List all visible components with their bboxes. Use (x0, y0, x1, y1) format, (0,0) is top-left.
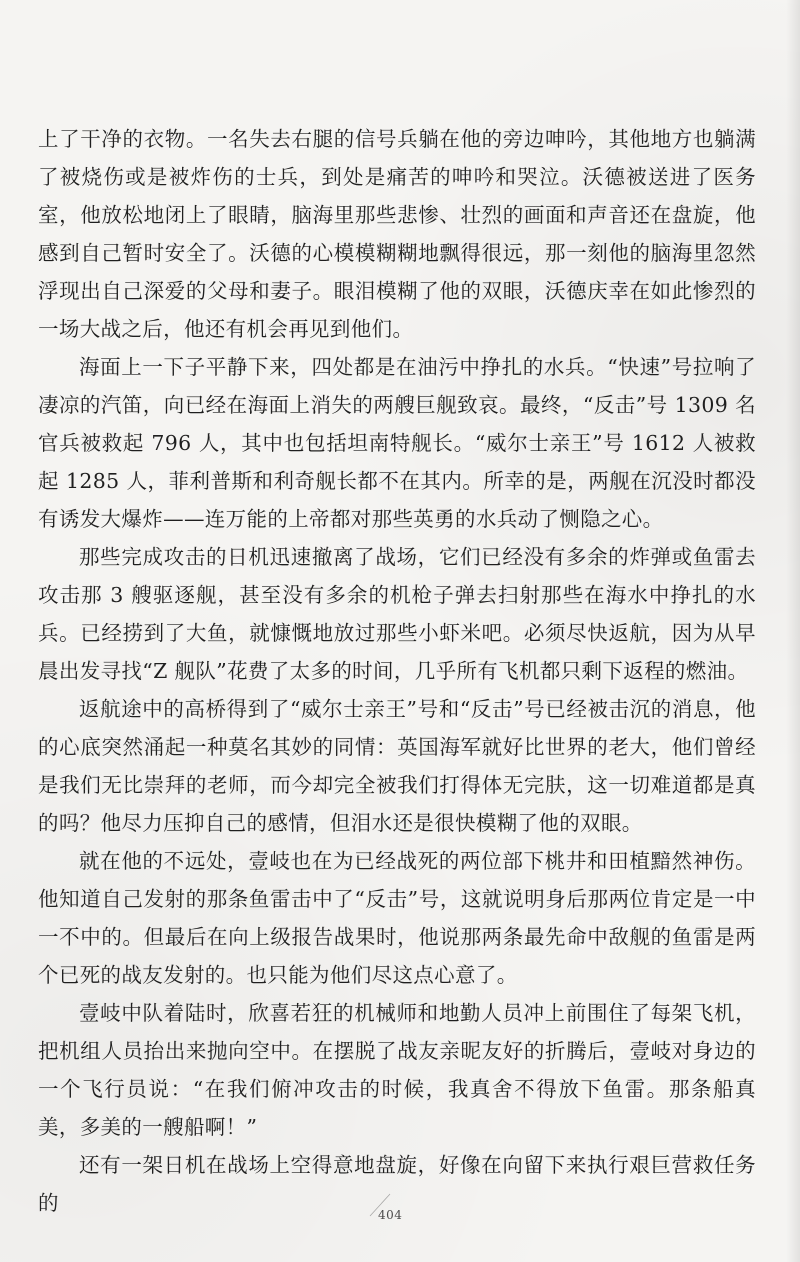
body-text (38, 120, 756, 1222)
paragraph-2: 海面上一下子平静下来，四处都是在油污中挣扎的水兵。“快速”号拉响了凄凉的汽笛，向已经在海面上消失的两艘巨舰致哀。最终，“反击”号 1309 名官兵被救起 796 人，其中也包括坦南特舰长。“威尔士亲王”号 1612 人被救起 1285 人，菲利普斯和利奇舰长都不在其内。所幸的是，两舰在沉没时都没有诱发大爆炸——连万能的上帝都对那些英勇的水兵动了恻隐之心。 (38, 355, 756, 531)
paragraph-4: 返航途中的高桥得到了“威尔士亲王”号和“反击”号已经被击沉的消息，他的心底突然涌起一种莫名其妙的同情：英国海军就好比世界的老大，他们曾经是我们无比崇拜的老师，而今却完全被我们打得体无完肤，这一切难道都是真的吗？他尽力压抑自己的感情，但泪水还是很快模糊了他的双眼。 (38, 697, 756, 835)
paragraph-7: 还有一架日机在战场上空得意地盘旋，好像在向留下来执行艰巨营救任务的 (38, 1153, 756, 1215)
paragraph-5: 就在他的不远处，壹岐也在为已经战死的两位部下桃井和田植黯然神伤。他知道自己发射的那条鱼雷击中了“反击”号，这就说明身后那两位肯定是一中一不中的。但最后在向上级报告战果时，他说那两条最先命中敌舰的鱼雷是两个已死的战友发射的。也只能为他们尽这点心意了。 (38, 849, 756, 987)
page-edge-shadow (786, 0, 800, 1262)
paragraph-3: 那些完成攻击的日机迅速撤离了战场，它们已经没有多余的炸弹或鱼雷去攻击那 3 艘驱逐舰，甚至没有多余的机枪子弹去扫射那些在海水中挣扎的水兵。已经捞到了大鱼，就慷慨地放过那些小虾米吧。必须尽快返航，因为从早晨出发寻找“Z 舰队”花费了太多的时间，几乎所有飞机都只剩下返程的燃油。 (38, 545, 756, 683)
paragraph-6: 壹岐中队着陆时，欣喜若狂的机械师和地勤人员冲上前围住了每架飞机，把机组人员抬出来抛向空中。在摆脱了战友亲昵友好的折腾后，壹岐对身边的一个飞行员说：“在我们俯冲攻击的时候，我真舍不得放下鱼雷。那条船真美，多美的一艘船啊！” (38, 1001, 756, 1139)
page-number: 404 (378, 1208, 403, 1222)
paragraph-1: 上了干净的衣物。一名失去右腿的信号兵躺在他的旁边呻吟，其他地方也躺满了被烧伤或是被炸伤的士兵，到处是痛苦的呻吟和哭泣。沃德被送进了医务室，他放松地闭上了眼睛，脑海里那些悲惨、壮烈的画面和声音还在盘旋，他感到自己暂时安全了。沃德的心模模糊糊地飘得很远，那一刻他的脑海里忽然浮现出自己深爱的父母和妻子。眼泪模糊了他的双眼，沃德庆幸在如此惨烈的一场大战之后，他还有机会再见到他们。 (38, 127, 756, 341)
